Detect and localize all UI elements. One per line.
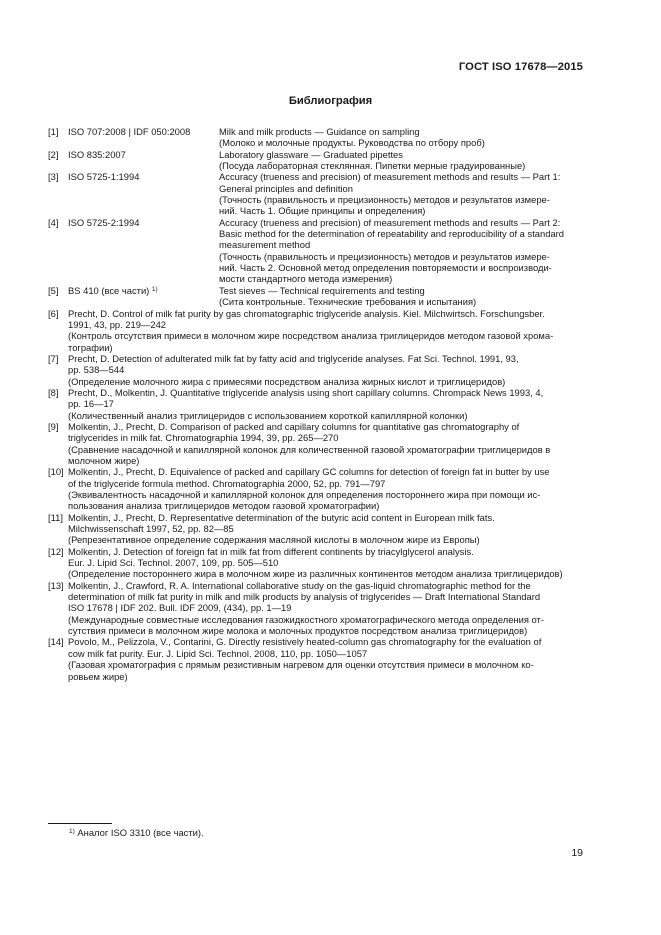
reference-number: [11] bbox=[48, 511, 63, 523]
reference-number: [9] bbox=[48, 420, 59, 432]
reference-line: (Молоко и молочные продукты. Руководства по отбору проб) bbox=[219, 137, 485, 149]
reference-entry bbox=[48, 308, 583, 353]
reference-line: Precht, D. Detection of adulterated milk fat by fatty acid and triglyceride analyses. Fat Sci. Technol. 1991, 93, bbox=[68, 352, 519, 364]
reference-line: Eur. J. Lipid Sci. Technol. 2007, 109, pp. 505—510 bbox=[68, 557, 279, 569]
reference-number: [5] bbox=[48, 284, 59, 296]
reference-code-text: BS 410 (все части) bbox=[68, 284, 150, 296]
reference-line: Molkentin, J., Precht, D. Representative determination of the butyric acid content in European milk fats. bbox=[68, 511, 495, 523]
reference-code-text: ISO 5725-2:1994 bbox=[68, 216, 140, 228]
reference-text bbox=[68, 636, 583, 681]
footnote-ref-mark: 1) bbox=[151, 285, 158, 293]
reference-number: [10] bbox=[48, 466, 64, 478]
footnote-divider bbox=[48, 823, 112, 824]
bibliography-list bbox=[48, 126, 583, 682]
reference-line: (Репрезентативное определение содержания масляной кислоты в молочном жире из Европы) bbox=[68, 534, 480, 546]
page-title: Библиография bbox=[288, 95, 373, 107]
reference-entry bbox=[48, 126, 583, 149]
reference-line: ровьем жире) bbox=[68, 670, 128, 682]
reference-line: triglycerides in milk fat. Chromatographia 1994, 39, pp. 265—270 bbox=[68, 432, 339, 444]
reference-text bbox=[219, 217, 583, 285]
reference-entry bbox=[48, 421, 583, 466]
reference-standard-code bbox=[68, 217, 139, 228]
reference-line: (Количественный анализ триглицеридов с использованием короткой капиллярной колонки) bbox=[68, 409, 468, 421]
reference-entry bbox=[48, 512, 583, 546]
reference-entry bbox=[48, 466, 583, 511]
reference-text bbox=[68, 512, 583, 546]
reference-text bbox=[68, 421, 583, 466]
reference-line: молочном жире) bbox=[68, 454, 140, 466]
reference-number: [6] bbox=[48, 307, 59, 319]
reference-line: Test sieves — Technical requirements and testing bbox=[219, 284, 425, 296]
reference-line: Milchwissenschaft 1997, 52, pp. 82—85 bbox=[68, 523, 234, 535]
reference-line: (Сравнение насадочной и капиллярной колонок для количественной газовой хроматографии триглицеридов в bbox=[68, 443, 551, 455]
document-header: ГОСТ ISO 17678—2015 bbox=[458, 61, 583, 73]
reference-line: of the triglyceride formula method. Chromatographia 2000, 52, pp. 791—797 bbox=[68, 477, 386, 489]
reference-line: Precht, D. Control of milk fat purity by gas chromatographic triglyceride analysis. Kiel. Milchwirtsch. Forschungsber. bbox=[68, 307, 545, 319]
reference-line: Accuracy (trueness and precision) of measurement methods and results — Part 2: bbox=[219, 216, 561, 228]
reference-entry bbox=[48, 636, 583, 681]
reference-text bbox=[219, 171, 583, 216]
reference-line: (Эквивалентность насадочной и капиллярной колонок для определения постороннего жира при помощи ис- bbox=[68, 489, 541, 500]
reference-line: (Посуда лабораторная стеклянная. Пипетки мерные градуированные) bbox=[219, 160, 526, 172]
reference-number: [3] bbox=[48, 171, 59, 183]
reference-text bbox=[68, 387, 583, 421]
page-number: 19 bbox=[571, 847, 583, 859]
reference-line: Laboratory glassware — Graduated pipettes bbox=[219, 148, 403, 160]
reference-line: 1991, 43, pp. 219—242 bbox=[68, 318, 166, 330]
reference-entry bbox=[48, 217, 583, 285]
reference-line: (Точность (правильность и прецизионность) методов и результатов измере- bbox=[219, 194, 550, 206]
reference-line: мости стандартного метода измерения) bbox=[219, 273, 393, 285]
reference-standard-code bbox=[68, 285, 158, 296]
reference-line: ний. Часть 1. Общие принципы и определения) bbox=[219, 205, 426, 217]
reference-line: (Точность (правильность и прецизионность) методов и результатов измере- bbox=[219, 250, 550, 262]
reference-standard-code bbox=[68, 149, 126, 160]
reference-line: (Сита контрольные. Технические требования и испытания) bbox=[219, 296, 477, 308]
reference-text bbox=[68, 580, 583, 637]
reference-line: Molkentin, J., Crawford, R. A. International collaborative study on the gas-liquid chromatographic method for the bbox=[68, 579, 531, 591]
reference-text bbox=[68, 308, 583, 353]
reference-line: Accuracy (trueness and precision) of measurement methods and results — Part 1: bbox=[219, 171, 561, 183]
reference-line: Basic method for the determination of repeatability and reproducibility of a standard bbox=[219, 228, 564, 240]
reference-text bbox=[219, 285, 583, 308]
reference-line: ISO 17678 | IDF 202. Bull. IDF 2009, (434), pp. 1—19 bbox=[68, 602, 292, 614]
reference-entry bbox=[48, 171, 583, 216]
reference-line: pp. 538—544 bbox=[68, 364, 125, 376]
reference-line: measurement method bbox=[219, 239, 311, 251]
reference-entry bbox=[48, 546, 583, 580]
reference-text bbox=[68, 466, 583, 511]
reference-line: cow milk fat purity. Eur. J. Lipid Sci. Technol. 2008, 110, pp. 1050—1057 bbox=[68, 647, 368, 659]
footnote-mark: 1) bbox=[69, 828, 75, 835]
reference-text bbox=[219, 126, 583, 149]
reference-text bbox=[68, 353, 583, 387]
reference-text bbox=[219, 149, 583, 172]
reference-line: (Международные совместные исследования газожидкостного хроматографического метода определения от- bbox=[68, 613, 544, 625]
reference-line: Molkentin, J., Precht, D. Equivalence of packed and capillary GC columns for detection of foreign fat in butter by use bbox=[68, 466, 550, 478]
reference-standard-code bbox=[68, 171, 139, 182]
reference-code-text: ISO 707:2008 | IDF 050:2008 bbox=[68, 126, 191, 137]
reference-number: [14] bbox=[48, 636, 64, 648]
reference-line: (Определение молочного жира с примесями посредством анализа жирных кислот и триглицеридов) bbox=[68, 375, 506, 387]
reference-entry bbox=[48, 149, 583, 172]
reference-line: General principles and definition bbox=[219, 182, 353, 194]
reference-entry bbox=[48, 387, 583, 421]
reference-line: ний. Часть 2. Основной метод определения повторяемости и воспроизводи- bbox=[219, 262, 552, 274]
reference-number: [4] bbox=[48, 216, 59, 228]
footnote-text: Аналог ISO 3310 (все части). bbox=[77, 827, 204, 838]
reference-entry bbox=[48, 285, 583, 308]
footnote bbox=[69, 827, 204, 838]
reference-line: Povolo, M., Pelizzola, V., Contarini, G. Directly resistively heated-column gas chromatography for the evaluation of bbox=[68, 636, 542, 648]
reference-entry bbox=[48, 580, 583, 637]
reference-line: (Определение постороннего жира в молочном жире из различных континентов методом анализа триглицеридов) bbox=[68, 568, 563, 580]
reference-line: сутствия примеси в молочном жире молока и молочных продуктов посредством анализа триглицеридов) bbox=[68, 625, 528, 637]
reference-line: (Контроль отсутствия примеси в молочном жире посредством анализа триглицеридов методом газовой хрома- bbox=[68, 330, 554, 342]
reference-line: determination of milk fat purity in milk and milk products by analysis of triglycerides — Draft International Standard bbox=[68, 591, 541, 603]
reference-line: pp. 16—17 bbox=[68, 398, 114, 410]
reference-text bbox=[68, 546, 583, 580]
reference-entry bbox=[48, 353, 583, 387]
reference-line: тографии) bbox=[68, 341, 113, 353]
reference-number: [2] bbox=[48, 148, 59, 160]
reference-standard-code bbox=[68, 126, 190, 137]
reference-code-text: ISO 5725-1:1994 bbox=[68, 171, 140, 183]
reference-code-text: ISO 835:2007 bbox=[68, 148, 126, 160]
reference-line: пользования анализа триглицеридов методом газовой хроматографии) bbox=[68, 500, 380, 512]
reference-number: [12] bbox=[48, 545, 64, 557]
reference-line: Molkentin, J. Detection of foreign fat in milk fat from different continents by triacylglycerol analysis. bbox=[68, 545, 474, 557]
reference-number: [8] bbox=[48, 386, 59, 398]
reference-number: [7] bbox=[48, 352, 59, 364]
reference-number: [1] bbox=[48, 126, 59, 137]
reference-line: Precht, D., Molkentin, J. Quantitative triglyceride analysis using short capillary columns. Chrompack News 1993, 4, bbox=[68, 386, 544, 398]
reference-line: (Газовая хроматография с прямым резистивным нагревом для оценки отсутствия примеси в молочном ко- bbox=[68, 659, 534, 671]
reference-line: Milk and milk products — Guidance on sampling bbox=[219, 126, 420, 137]
reference-number: [13] bbox=[48, 579, 64, 591]
reference-line: Molkentin, J., Precht, D. Comparison of packed and capillary columns for quantitative gas chromatography of bbox=[68, 420, 520, 432]
